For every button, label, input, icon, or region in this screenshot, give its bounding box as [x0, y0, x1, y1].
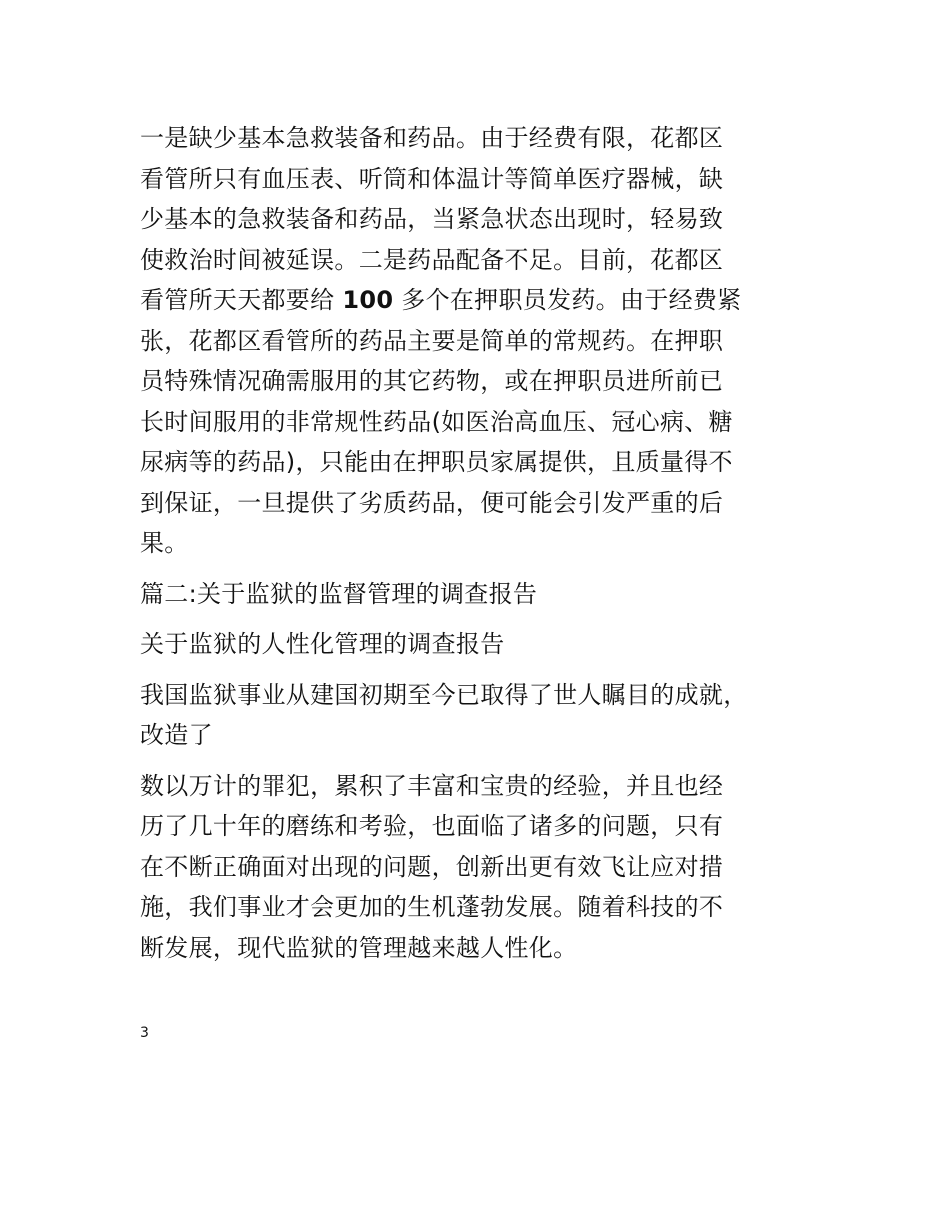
text-line: 历了几十年的磨练和考验，也面临了诸多的问题，只有 [140, 812, 724, 840]
text-fragment: 多个在押职员发药。由于经费紧 [393, 286, 742, 314]
text-line: 使救治时间被延误。二是药品配备不足。目前，花都区 [140, 245, 724, 274]
paragraph-prison-achievements [140, 675, 820, 756]
text-fragment: 看管所天天都要给 [140, 286, 343, 314]
text-line: 果。 [140, 529, 189, 557]
paragraph-medical-shortage [140, 118, 820, 564]
text-line: 张，花都区看管所的药品主要是简单的常规药。在押职 [140, 326, 724, 355]
document-body [140, 118, 820, 968]
text-line: 改造了 [140, 721, 213, 749]
page-number: 3 [140, 1025, 149, 1041]
text-line: 施，我们事业才会更加的生机蓬勃发展。随着科技的不 [140, 893, 724, 921]
text-line: 员特殊情况确需服用的其它药物，或在押职员进所前已 [140, 367, 724, 395]
heading-text: 关于监狱的人性化管理的调查报告 [140, 630, 505, 658]
text-line [140, 280, 820, 321]
text-line: 一是缺少基本急救装备和药品。由于经费有限，花都区 [140, 124, 724, 152]
text-line: 到保证，一旦提供了劣质药品，便可能会引发严重的后 [140, 488, 724, 517]
paragraph-humanized-management [140, 766, 820, 969]
text-line: 断发展，现代监狱的管理越来越人性化。 [140, 933, 578, 962]
inmate-count-number: 100 [342, 286, 394, 314]
text-line: 长时间服用的非常规性药品(如医治高血压、冠心病、糖 [140, 407, 733, 436]
report-title [140, 624, 820, 665]
heading-text: 篇二:关于监狱的监督管理的调查报告 [140, 579, 538, 608]
text-line: 数以万计的罪犯，累积了丰富和宝贵的经验，并且也经 [140, 771, 724, 800]
text-line: 少基本的急救装备和药品，当紧急状态出现时，轻易致 [140, 205, 724, 233]
text-line: 在不断正确面对出现的问题，创新出更有效飞让应对措 [140, 852, 724, 881]
text-line: 我国监狱事业从建国初期至今已取得了世人瞩目的成就， [140, 680, 748, 709]
text-line: 尿病等的药品)，只能由在押职员家属提供，且质量得不 [140, 448, 733, 476]
text-line: 看管所只有血压表、听筒和体温计等简单医疗器械，缺 [140, 164, 724, 193]
section-heading-part-two [140, 574, 820, 615]
